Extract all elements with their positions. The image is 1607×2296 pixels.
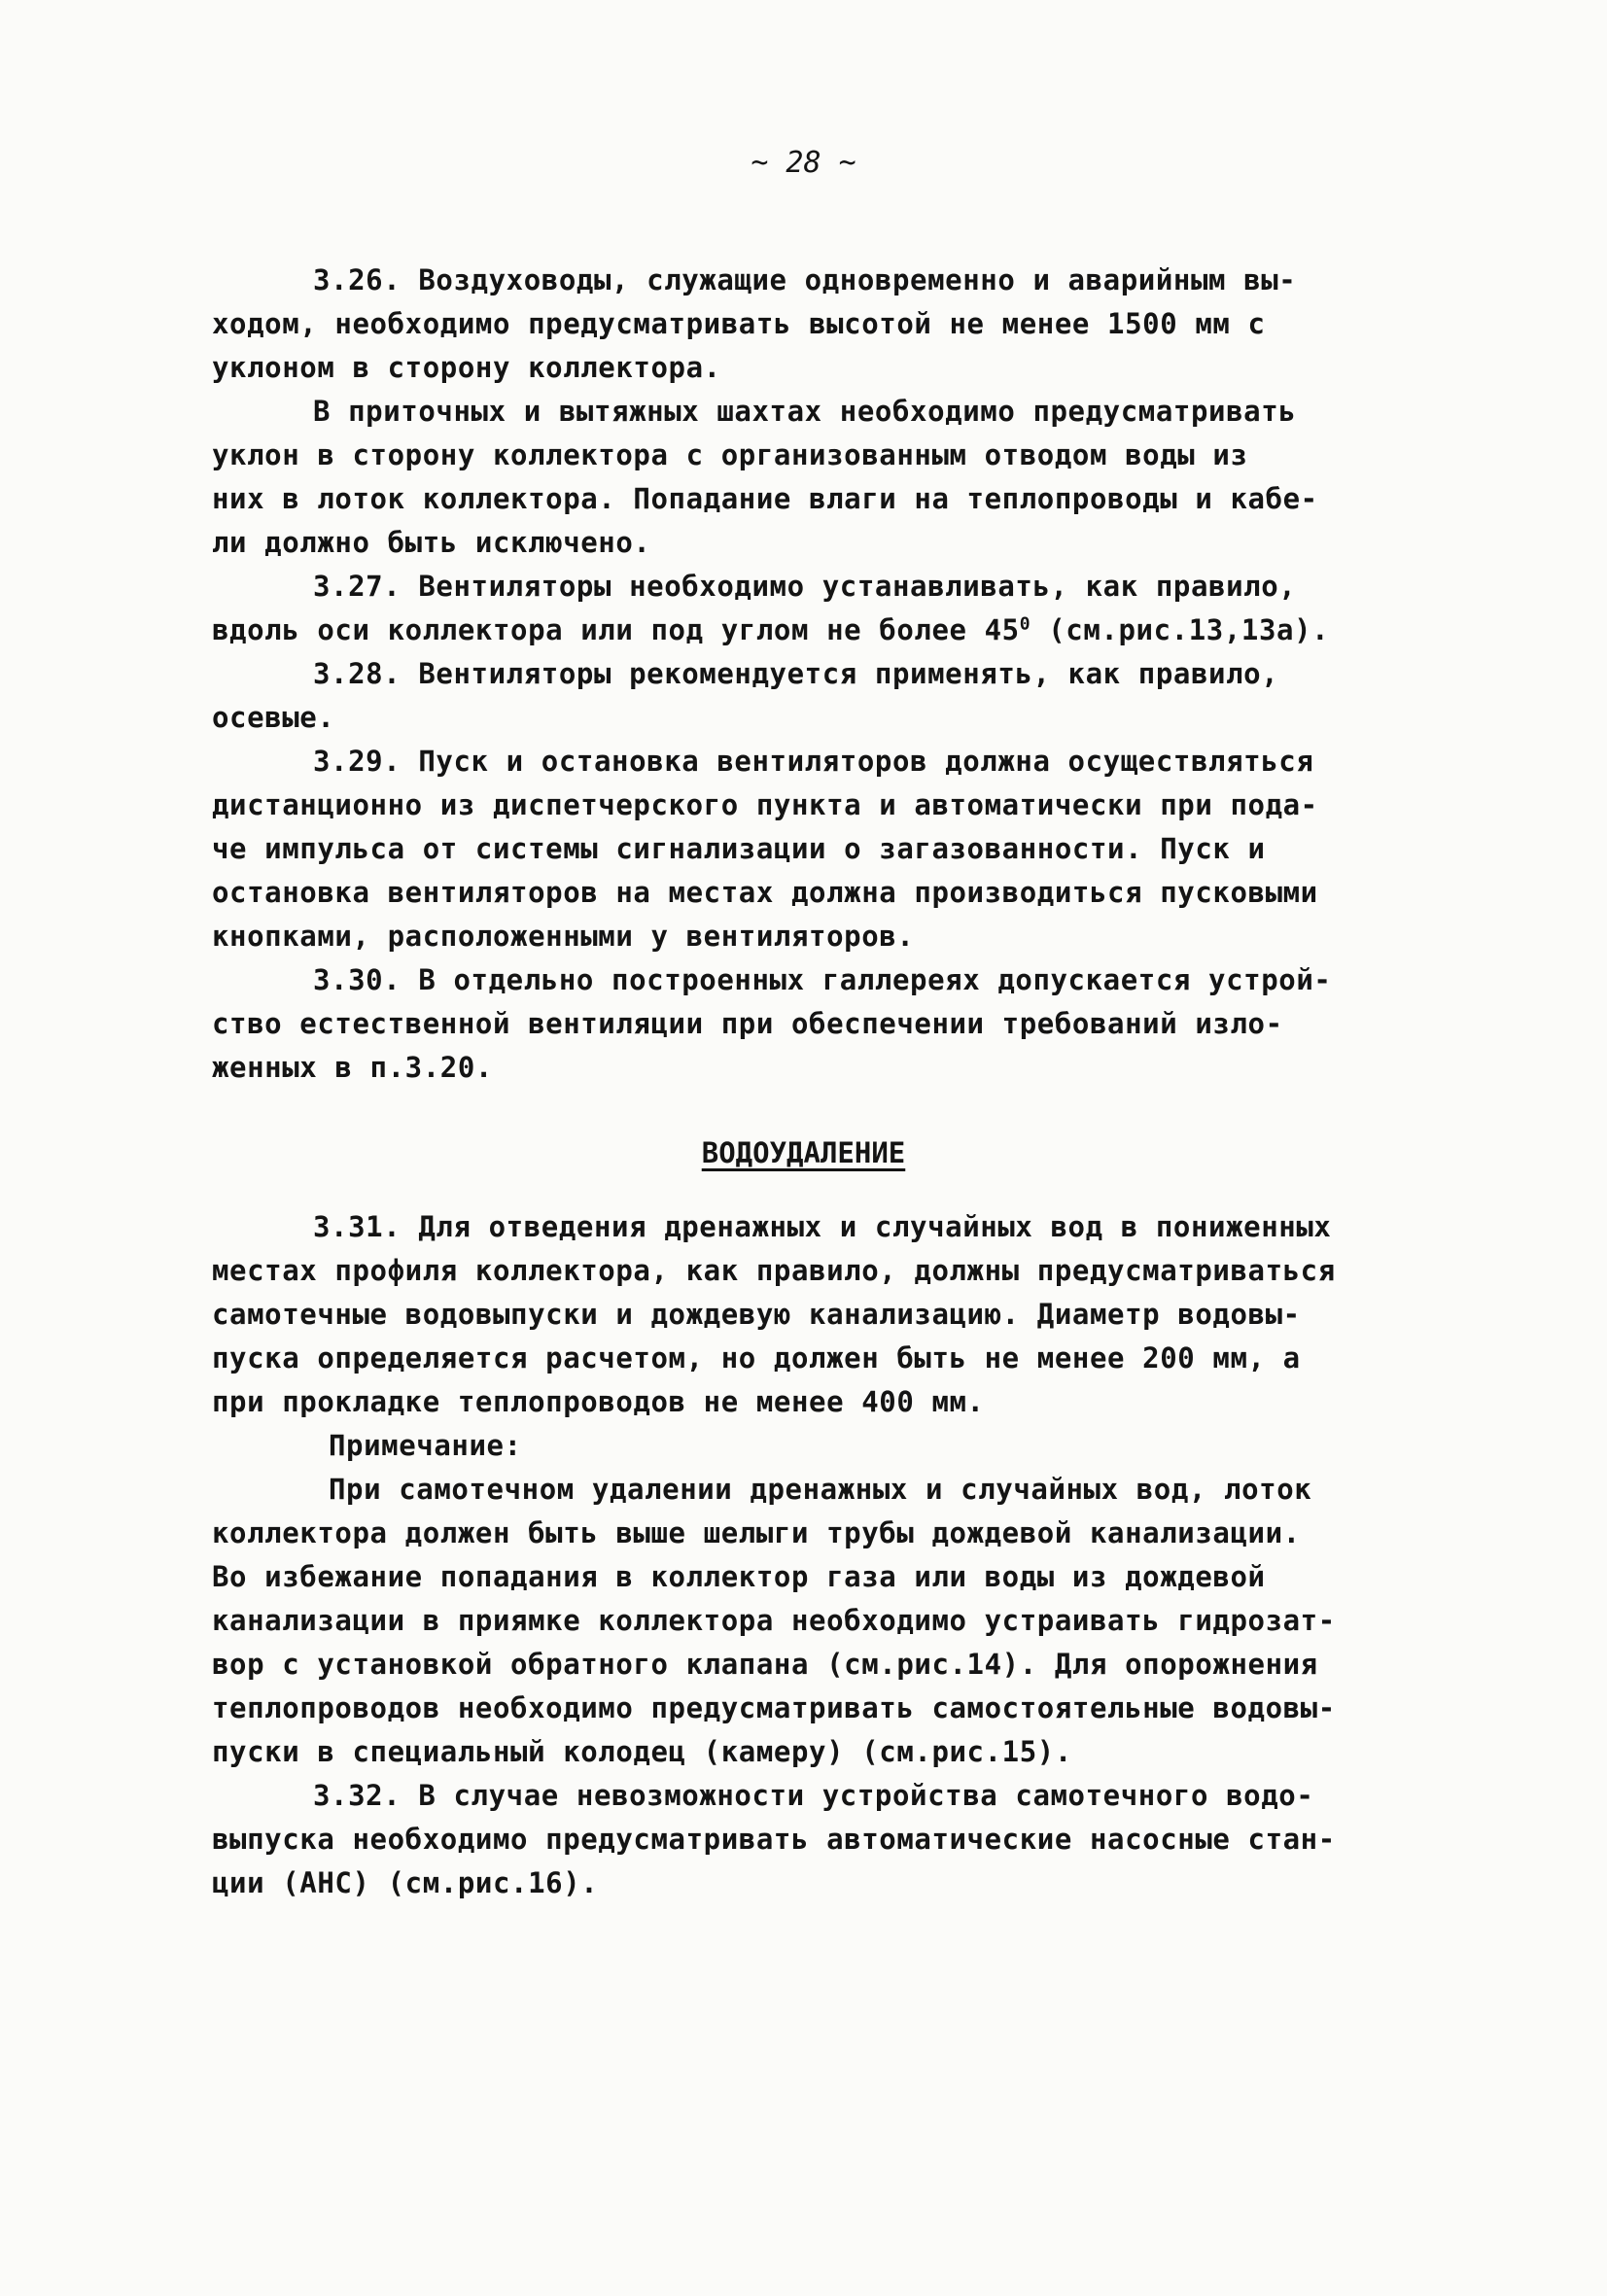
paragraph-line: местах профиля коллектора, как правило, должны предусматриваться (212, 1254, 1336, 1287)
line-text: вдоль оси коллектора или под углом не более 45 (212, 613, 1020, 646)
note-line: коллектора должен быть выше шелыги трубы дождевой канализации. (212, 1516, 1301, 1549)
paragraph-line: 3.28. Вентиляторы рекомендуется применять, как правило, (313, 657, 1279, 690)
paragraph-line: них в лоток коллектора. Попадание влаги на теплопроводы и кабе- (212, 482, 1318, 515)
paragraph-line: женных в п.3.20. (212, 1051, 493, 1084)
paragraph-line: пуска определяется расчетом, но должен быть не менее 200 мм, а (212, 1341, 1301, 1374)
note-line: При самотечном удалении дренажных и случайных вод, лоток (329, 1473, 1312, 1506)
degree-superscript: 0 (1019, 613, 1031, 635)
drainage-section-text (212, 1205, 1388, 1905)
note-line: канализации в приямке коллектора необходимо устраивать гидрозат- (212, 1604, 1336, 1637)
paragraph-line: 3.26. Воздуховоды, служащие одновременно и аварийным вы- (313, 263, 1297, 296)
ventilation-section-text (212, 259, 1388, 1090)
paragraph-line: осевые. (212, 701, 335, 734)
paragraph-line: ходом, необходимо предусматривать высотой не менее 1500 мм с (212, 307, 1266, 340)
note-line: теплопроводов необходимо предусматривать самостоятельные водовы- (212, 1691, 1336, 1724)
page-number: ~ 28 ~ (751, 146, 856, 180)
section-heading (0, 1133, 1607, 1172)
paragraph-line: В приточных и вытяжных шахтах необходимо предусматривать (313, 395, 1297, 428)
section-heading-text: ВОДОУДАЛЕНИЕ (701, 1136, 906, 1169)
paragraph-line: ли должно быть исключено. (212, 526, 651, 559)
note-label: Примечание: (329, 1429, 522, 1462)
paragraph-line: ции (АНС) (см.рис.16). (212, 1866, 599, 1899)
paragraph-line-with-superscript (212, 609, 1388, 652)
paragraph-line: при прокладке теплопроводов не менее 400 мм. (212, 1385, 985, 1418)
paragraph-line: 3.32. В случае невозможности устройства самотечного водо- (313, 1779, 1314, 1812)
paragraph-line: выпуска необходимо предусматривать автоматические насосные стан- (212, 1823, 1336, 1856)
paragraph-line: уклон в сторону коллектора с организованным отводом воды из (212, 438, 1248, 471)
paragraph-line: че импульса от системы сигнализации о загазованности. Пуск и (212, 832, 1266, 865)
note-line: вор с установкой обратного клапана (см.рис.14). Для опорожнения (212, 1648, 1318, 1681)
paragraph-line: самотечные водовыпуски и дождевую канализацию. Диаметр водовы- (212, 1298, 1301, 1331)
note-line: пуски в специальный колодец (камеру) (см.рис.15). (212, 1735, 1072, 1768)
note-line: Во избежание попадания в коллектор газа или воды из дождевой (212, 1560, 1266, 1593)
paragraph-line: 3.27. Вентиляторы необходимо устанавливать, как правило, (313, 570, 1297, 603)
paragraph-line: кнопками, расположенными у вентиляторов. (212, 920, 915, 953)
paragraph-line: 3.31. Для отведения дренажных и случайных вод в пониженных (313, 1210, 1332, 1243)
paragraph-line: 3.29. Пуск и остановка вентиляторов должна осуществляться (313, 745, 1314, 778)
paragraph-line: 3.30. В отдельно построенных галлереях допускается устрой- (313, 963, 1332, 996)
paragraph-line: дистанционно из диспетчерского пункта и автоматически при пода- (212, 788, 1318, 821)
line-text: (см.рис.13,13а). (1031, 613, 1330, 646)
paragraph-line: ство естественной вентиляции при обеспечении требований изло- (212, 1007, 1283, 1040)
paragraph-line: остановка вентиляторов на местах должна производиться пусковыми (212, 876, 1318, 909)
paragraph-line: уклоном в сторону коллектора. (212, 351, 721, 384)
